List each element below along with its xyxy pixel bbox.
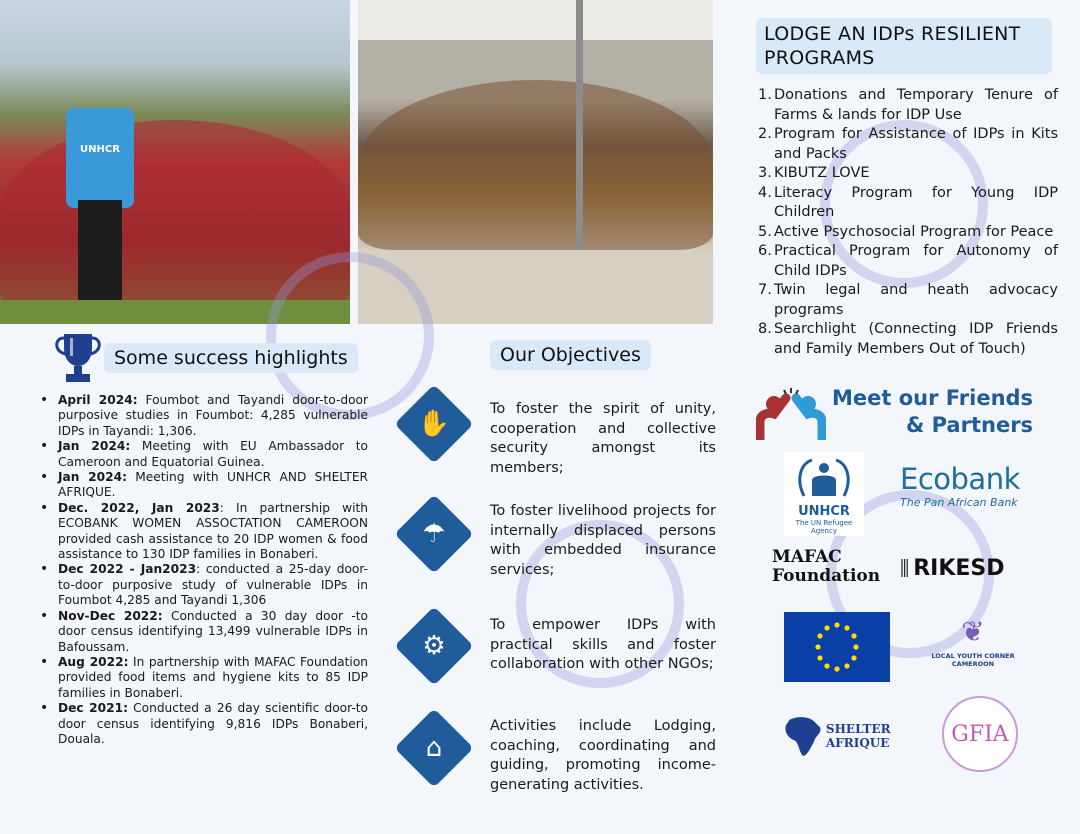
highlight-date: Dec 2021: <box>58 701 128 716</box>
gfia-name: GFIA <box>951 721 1009 747</box>
list-item <box>758 164 1058 184</box>
objectives-title: Our Objectives <box>490 340 651 370</box>
program-number: 2. <box>758 126 772 142</box>
lyc-line2: CAMEROON <box>951 660 995 668</box>
rikesd-name: RIKESD <box>913 555 1005 581</box>
highlight-text: Meeting with EU Ambassador to Cameroon and Equatorial Guinea. <box>58 439 368 469</box>
family-umbrella-icon: ☂ <box>398 498 470 570</box>
list-item <box>758 242 1058 281</box>
high-five-icon <box>756 386 826 440</box>
program-number: 1. <box>758 87 772 103</box>
mafac-line2: Foundation <box>772 566 881 586</box>
highlights-title: Some success highlights <box>104 343 358 373</box>
eu-flag-logo <box>784 612 890 682</box>
list-item <box>758 320 1058 359</box>
unhcr-vest <box>66 108 134 208</box>
program-number: 3. <box>758 165 772 181</box>
highlight-date: April 2024: <box>58 393 138 407</box>
program-text: Literacy Program for Young IDP Children <box>774 184 1058 220</box>
highlight-text: Foumbot and Tayandi door-to-door purposive studies in Foumbot: 4,285 vulnerable IDPs in Tayandi: 1,306. <box>58 393 369 438</box>
highlight-date: Dec. 2022, Jan 2023 <box>58 500 220 515</box>
ecobank-logo <box>900 462 1026 522</box>
crowd-shape <box>358 80 713 250</box>
highlight-date: Jan 2024: <box>58 470 127 485</box>
objective-text: Activities include Lodging, coaching, coordinating and guiding, promoting income-generating activities. <box>490 718 716 793</box>
list-item <box>758 125 1058 164</box>
objective-row <box>398 388 716 478</box>
mafac-logo <box>772 548 882 588</box>
objective-row <box>398 498 716 580</box>
highlight-text: : conducted a 25-day door-to-door purposive study of vulnerable IDPs in Foumbot 4,285 and Tayandi 1,306 <box>58 562 369 608</box>
programs-title: LODGE AN IDPs RESILIENT PROGRAMS <box>756 18 1052 74</box>
program-text: Donations and Temporary Tenure of Farms & lands for IDP Use <box>774 87 1058 123</box>
highlight-date: Nov-Dec 2022: <box>58 608 163 623</box>
trophy-icon <box>52 330 104 386</box>
list-item <box>38 609 368 655</box>
highlight-date: Jan 2024: <box>58 439 131 454</box>
partners-title-line2: & Partners <box>905 413 1034 437</box>
shelter-afrique-logo <box>782 712 952 760</box>
highlight-date: Dec 2022 - Jan2023 <box>58 562 197 577</box>
photo-group-women <box>358 0 713 324</box>
highlight-text: Conducted a 26 day scientific door-to door census identifying 9,816 IDPs Bonaberi, Douala. <box>58 701 368 746</box>
highlight-text: : In partnership with ECOBANK WOMEN ASSOCTATION CAMEROON provided cash assistance to 20 IDP women & food assistance to 130 IDP families in Bonaberi. <box>58 500 369 562</box>
program-text: Searchlight (Connecting IDP Friends and Family Members Out of Touch) <box>774 321 1058 357</box>
ecobank-tagline: The Pan African Bank <box>900 496 1018 509</box>
objective-text: To foster livelihood projects for internally displaced persons with embedded insurance services; <box>490 503 716 578</box>
africa-map-icon <box>782 713 824 759</box>
list-item <box>758 281 1058 320</box>
program-text: Practical Program for Autonomy of Child IDPs <box>774 243 1058 279</box>
list-item <box>38 501 368 563</box>
program-text: Program for Assistance of IDPs in Kits and Packs <box>774 126 1058 162</box>
ecobank-name: Ecobank <box>900 462 1020 496</box>
program-number: 8. <box>758 321 772 337</box>
list-item <box>38 562 368 608</box>
unhcr-name: UNHCR <box>798 504 850 519</box>
list-item <box>38 701 368 747</box>
partners-title-line1: Meet our Friends <box>832 386 1034 410</box>
list-item <box>38 439 368 470</box>
lyc-line1: LOCAL YOUTH CORNER <box>931 652 1015 660</box>
program-number: 7. <box>758 282 772 298</box>
programs-list <box>758 86 1058 359</box>
program-number: 6. <box>758 243 772 259</box>
list-item <box>758 223 1058 243</box>
tent-roof <box>358 0 713 40</box>
lyc-emblem-icon: ❦ <box>961 615 985 648</box>
unhcr-vest-label: UNHCR <box>80 144 120 155</box>
list-item <box>38 470 368 501</box>
rikesd-logo <box>900 548 1030 588</box>
list-item <box>758 184 1058 223</box>
unhcr-tagline: The UN Refugee Agency <box>795 519 853 535</box>
highlight-text: In partnership with MAFAC Foundation provided food items and hygiene kits to 85 IDP families in Bonaberi. <box>58 654 368 700</box>
highlights-list <box>38 393 368 747</box>
highlight-text: Meeting with UNHCR AND SHELTER AFRIQUE. <box>58 470 368 500</box>
highlight-text: Conducted a 30 day door -to door census identifying 13,499 vulnerable IDPs in Bafoussam. <box>58 608 368 654</box>
highlight-date: Aug 2022: <box>58 654 129 669</box>
program-number: 5. <box>758 223 772 240</box>
unity-hands-icon: ✋ <box>398 388 470 460</box>
rikesd-emblem-icon: ⫼ <box>900 556 910 580</box>
list-item <box>758 86 1058 125</box>
list-item <box>38 655 368 701</box>
program-text: KIBUTZ LOVE <box>774 165 870 181</box>
mafac-line1: MAFAC <box>772 547 842 567</box>
partners-title <box>832 385 1033 439</box>
shelter-afrique-name: SHELTER AFRIQUE <box>825 722 891 750</box>
gfia-logo <box>942 696 1018 772</box>
list-item <box>38 393 368 439</box>
local-youth-corner-logo <box>928 612 1018 678</box>
objective-text: To foster the spirit of unity, cooperation and collective security amongst its members; <box>490 401 716 476</box>
objective-row <box>398 712 716 795</box>
skills-person-icon: ⚙ <box>398 610 470 682</box>
house-bed-icon: ⌂ <box>398 712 470 784</box>
objective-row <box>398 610 716 682</box>
program-text: Active Psychosocial Program for Peace <box>774 223 1054 240</box>
program-text: Twin legal and heath advocacy programs <box>774 282 1058 318</box>
program-number: 4. <box>758 184 772 201</box>
unhcr-logo <box>784 452 864 536</box>
objective-text: To empower IDPs with practical skills and foster collaboration with other NGOs; <box>490 617 716 672</box>
